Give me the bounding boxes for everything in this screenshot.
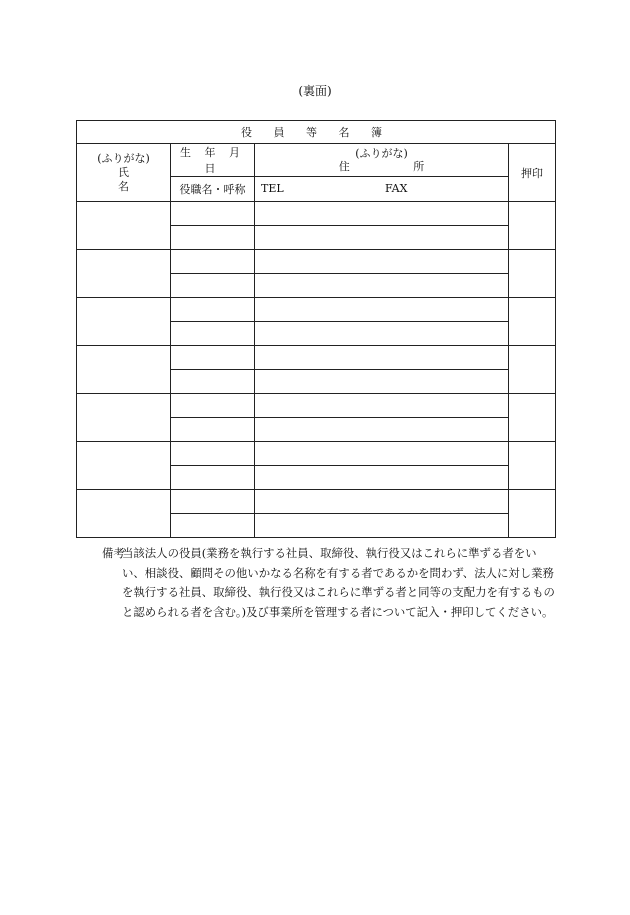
name-cell[interactable] xyxy=(77,490,171,538)
name-cell[interactable] xyxy=(77,202,171,250)
header-name xyxy=(77,144,171,202)
seal-cell[interactable] xyxy=(509,394,556,442)
role-cell[interactable] xyxy=(171,466,255,490)
address-cell[interactable] xyxy=(255,394,509,418)
officer-entry-row xyxy=(77,394,556,418)
address-cell[interactable] xyxy=(255,298,509,322)
table-title: 役 員 等 名 簿 xyxy=(77,121,556,144)
name-cell[interactable] xyxy=(77,298,171,346)
name-cell[interactable] xyxy=(77,394,171,442)
role-cell[interactable] xyxy=(171,418,255,442)
remarks-label: 備考 xyxy=(102,546,125,560)
tel-fax-cell[interactable] xyxy=(255,370,509,394)
birthdate-cell[interactable] xyxy=(171,298,255,322)
tel-fax-cell[interactable] xyxy=(255,274,509,298)
header-address xyxy=(255,144,509,177)
officer-entry-row xyxy=(77,202,556,226)
header-address-label: 住 所 xyxy=(338,160,455,173)
address-cell[interactable] xyxy=(255,250,509,274)
address-cell[interactable] xyxy=(255,442,509,466)
header-name-furigana: (ふりがな) xyxy=(97,151,150,165)
header-fax: FAX xyxy=(385,182,408,195)
header-birthdate: 生 年 月 日 xyxy=(171,144,255,177)
address-cell[interactable] xyxy=(255,346,509,370)
officer-entry-row xyxy=(77,490,556,514)
officer-entry-row xyxy=(77,250,556,274)
remarks xyxy=(102,544,556,622)
header-tel-fax xyxy=(255,177,509,202)
role-cell[interactable] xyxy=(171,370,255,394)
role-cell[interactable] xyxy=(171,226,255,250)
seal-cell[interactable] xyxy=(509,490,556,538)
role-cell[interactable] xyxy=(171,322,255,346)
seal-cell[interactable] xyxy=(509,250,556,298)
officer-roster-table xyxy=(76,120,556,538)
role-cell[interactable] xyxy=(171,514,255,538)
seal-cell[interactable] xyxy=(509,442,556,490)
officer-entry-row xyxy=(77,442,556,466)
birthdate-cell[interactable] xyxy=(171,490,255,514)
header-seal: 押印 xyxy=(509,144,556,202)
header-address-furigana: (ふりがな) xyxy=(355,147,408,160)
header-tel: TEL xyxy=(261,182,284,195)
tel-fax-cell[interactable] xyxy=(255,514,509,538)
remarks-text: 当該法人の役員(業務を執行する社員、取締役、執行役又はこれらに準ずる者をいい、相談役、顧問その他いかなる名称を有する者であるかを問わず、法人に対し業務を執行する社員、取締役、執行役又はこれらに準ずる者と同等の支配力を有するものと認められる者を含む。)及び事業所を管理する者について記入・押印してください。 xyxy=(122,546,555,619)
role-cell[interactable] xyxy=(171,274,255,298)
birthdate-cell[interactable] xyxy=(171,250,255,274)
address-cell[interactable] xyxy=(255,202,509,226)
tel-fax-cell[interactable] xyxy=(255,418,509,442)
name-cell[interactable] xyxy=(77,442,171,490)
officer-entry-row xyxy=(77,346,556,370)
birthdate-cell[interactable] xyxy=(171,202,255,226)
officer-entry-row xyxy=(77,298,556,322)
birthdate-cell[interactable] xyxy=(171,394,255,418)
tel-fax-cell[interactable] xyxy=(255,466,509,490)
birthdate-cell[interactable] xyxy=(171,442,255,466)
address-cell[interactable] xyxy=(255,490,509,514)
seal-cell[interactable] xyxy=(509,202,556,250)
seal-cell[interactable] xyxy=(509,346,556,394)
header-role: 役職名・呼称 xyxy=(171,177,255,202)
tel-fax-cell[interactable] xyxy=(255,226,509,250)
page-heading: (裏面) xyxy=(298,84,332,98)
header-name-label: 氏 名 xyxy=(118,165,159,193)
seal-cell[interactable] xyxy=(509,298,556,346)
tel-fax-cell[interactable] xyxy=(255,322,509,346)
name-cell[interactable] xyxy=(77,346,171,394)
birthdate-cell[interactable] xyxy=(171,346,255,370)
name-cell[interactable] xyxy=(77,250,171,298)
